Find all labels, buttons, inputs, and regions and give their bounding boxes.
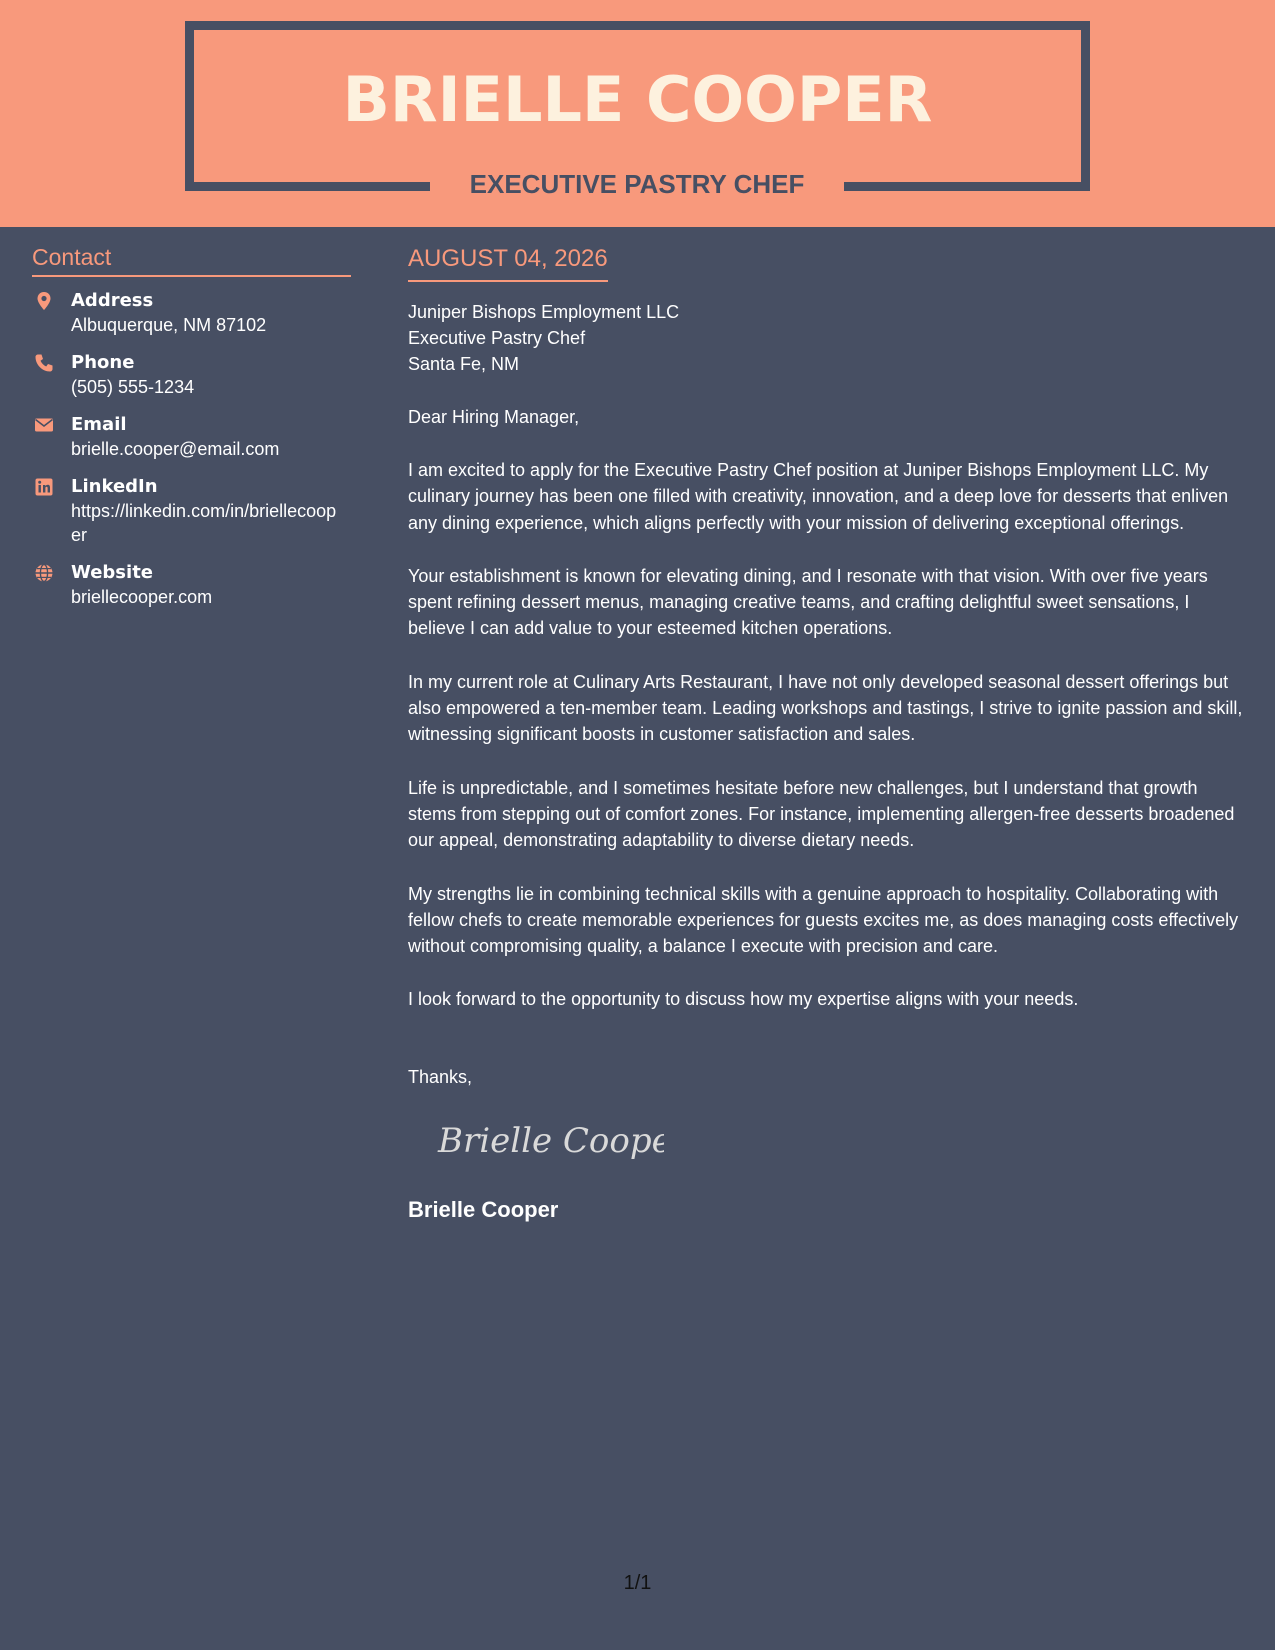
contact-website [32,561,351,609]
body-paragraph: My strengths lie in combining technical skills with a genuine approach to hospitality. Collaborating with fellow chefs to create memorable experiences for guests excites me, as does managing costs effectively without compromising quality, a balance I execute with precision and care. [408,883,1239,957]
recipient-position: Executive Pastry Chef [408,328,586,348]
contact-linkedin [32,475,351,547]
job-title: EXECUTIVE PASTRY CHEF [469,169,805,199]
contact-email [32,413,351,461]
letter-body [408,244,1248,1224]
body-paragraph: Your establishment is known for elevating dining, and I resonate with that vision. With over five years spent refining dessert menus, managing creative teams, and crafting delightful sweet sensations, I believe I can add value to your esteemed kitchen operations. [408,565,1208,639]
contact-label: Website [71,562,154,583]
signature-text: Brielle Cooper [438,1120,664,1161]
header-banner [0,0,1275,227]
linkedin-icon [34,477,54,497]
email-value: brielle.cooper@email.com [71,439,280,459]
signed-name: Brielle Cooper [408,1196,559,1222]
contact-label: Address [71,290,154,311]
website-value[interactable]: briellecooper.com [71,587,213,607]
salutation: Dear Hiring Manager, [408,407,580,427]
contact-sidebar [32,243,351,623]
contact-label: LinkedIn [71,476,158,497]
recipient-company: Juniper Bishops Employment LLC [408,302,680,322]
handwritten-signature [434,1116,664,1166]
body-paragraph: I look forward to the opportunity to discuss how my expertise aligns with your needs. [408,989,1079,1010]
recipient-location: Santa Fe, NM [408,354,520,374]
phone-icon [34,353,54,373]
globe-icon [34,563,54,583]
body-paragraph: Life is unpredictable, and I sometimes hesitate before new challenges, but I understand that growth stems from stepping out of comfort zones. For instance, implementing allergen-free desserts broadened our appeal, demonstrating adaptability to diverse dietary needs. [408,777,1235,851]
body-paragraph: I am excited to apply for the Executive Pastry Chef position at Juniper Bishops Employment LLC. My culinary journey has been one filled with creativity, innovation, and a deep love for desserts that enliven any dining experience, which aligns perfectly with your mission of delivering exceptional offerings. [408,460,1229,533]
contact-heading: Contact [32,243,351,277]
envelope-icon [34,415,54,435]
phone-value: (505) 555-1234 [71,377,195,397]
contact-address [32,289,351,337]
letter-date: AUGUST 04, 2026 [408,244,608,282]
contact-label: Email [71,414,127,435]
map-pin-icon [34,291,54,311]
contact-label: Phone [71,352,135,373]
body-paragraph: In my current role at Culinary Arts Restaurant, I have not only developed seasonal dessert offerings but also empowered a ten-member team. Leading workshops and tastings, I strive to ignite passion and skill, witnessing significant boosts in customer satisfaction and sales. [408,671,1243,745]
linkedin-value[interactable]: https://linkedin.com/in/briellecooper [71,501,337,545]
address-value: Albuquerque, NM 87102 [71,315,267,335]
recipient-block [408,299,1248,377]
contact-phone [32,351,351,399]
applicant-name: BRIELLE COOPER [342,63,933,136]
page-number: 1/1 [623,1572,652,1594]
closing: Thanks, [408,1066,473,1087]
